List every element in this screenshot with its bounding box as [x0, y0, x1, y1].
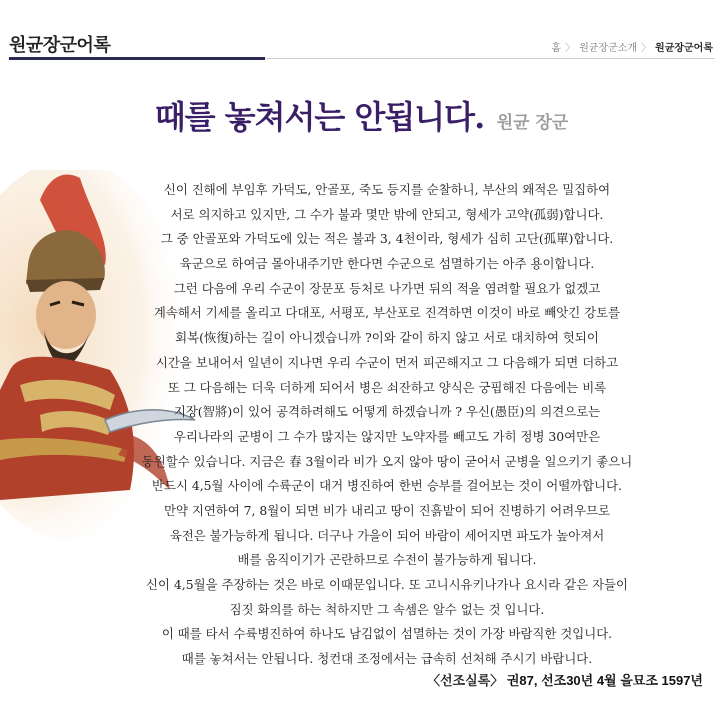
- headline-title: 때를 놓쳐서는 안됩니다.: [154, 98, 485, 136]
- quote-line: 그런 다음에 우리 수군이 장문포 등처로 나가면 뒤의 적을 염려할 필요가 없겠고: [173, 280, 601, 296]
- citation-book: 〈선조실록〉: [426, 673, 504, 688]
- quote-line: 시간을 보내어서 일년이 지나면 우리 수군이 먼저 피곤해지고 그 다음해가 되면 더하고: [155, 354, 619, 370]
- quote-line: 육전은 불가능하게 됩니다. 더구나 가을이 되어 바람이 세어지면 파도가 높아져서: [169, 527, 605, 543]
- chevron-right-icon: 〉: [641, 43, 652, 54]
- quote-line: 그 중 안골포와 가덕도에 있는 적은 불과 3, 4천이라, 형세가 심히 고단(孤單)합니다.: [160, 231, 614, 247]
- quote-line: 이 때를 타서 수륙병진하여 하나도 남김없이 섬멸하는 것이 가장 바람직한 것입니다.: [161, 626, 613, 642]
- quote-line: 서로 의지하고 있지만, 그 수가 불과 몇만 밖에 안되고, 형세가 고약(孤弱)합니다.: [170, 206, 604, 222]
- quote-line: 짐짓 화의를 하는 척하지만 그 속셈은 알수 없는 것 입니다.: [229, 601, 545, 617]
- quote-line: 또 그 다음해는 더욱 더하게 되어서 병은 쇠잔하고 양식은 궁핍해진 다음에는 비록: [167, 379, 607, 395]
- quote-line: 우리나라의 군병이 그 수가 많지는 않지만 노약자를 빼고도 가히 정병 30여만은: [173, 428, 601, 444]
- quote-line: 배를 움직이기가 곤란하므로 수전이 불가능하게 됩니다.: [237, 552, 537, 568]
- quote-line: 동원할수 있습니다. 지금은 春 3월이라 비가 오지 않아 땅이 굳어서 군병을 일으키기 좋으니: [141, 453, 633, 469]
- chevron-right-icon: 〉: [565, 43, 576, 54]
- quote-line: 육군으로 하여금 몰아내주기만 한다면 수군으로 섬멸하기는 아주 용이합니다.: [179, 256, 595, 272]
- headline-speaker: 원균 장군: [496, 113, 569, 133]
- citation-detail: 권87, 선조30년 4월 을묘조 1597년: [506, 673, 703, 688]
- quote-line: 반드시 4,5월 사이에 수륙군이 대거 병진하여 한번 승부를 걸어보는 것이 어떨까합니다.: [152, 478, 622, 494]
- page-header: [0, 0, 723, 64]
- breadcrumb-home-link[interactable]: 홈: [551, 43, 562, 54]
- quote-line: 계속해서 기세를 올리고 다대포, 서평포, 부산포로 진격하면 이것이 바로 빼앗긴 강토를: [153, 305, 621, 321]
- quote-line: 회복(恢復)하는 길이 아니겠습니까 ?이와 같이 하지 않고 서로 대치하여 헛되이: [175, 330, 599, 346]
- header-divider: [265, 58, 715, 59]
- breadcrumb-current: 원균장군어록: [655, 43, 713, 54]
- quote-line: 신이 진해에 부임후 가덕도, 안골포, 죽도 등지를 순찰하니, 부산의 왜적은 밀집하여: [163, 182, 611, 197]
- quote-line: 만약 지연하여 7, 8월이 되면 비가 내리고 땅이 진흙밭이 되어 진병하기 어려우므로: [163, 502, 611, 518]
- breadcrumb-section-link[interactable]: 원균장군소개: [579, 43, 638, 54]
- title-underline: [9, 57, 265, 60]
- quote-body: [92, 178, 682, 672]
- site-title: 원균장군어록: [9, 35, 111, 55]
- quote-line: 지장(智將)이 있어 공격하려해도 어떻게 하겠습니까 ? 우신(愚臣)의 의견으로는: [173, 404, 601, 420]
- quote-line: 때를 놓쳐서는 안됩니다. 청컨대 조정에서는 급속히 선처해 주시기 바랍니다.: [181, 651, 593, 667]
- source-citation: [427, 670, 703, 689]
- quote-headline: [0, 92, 723, 138]
- quote-line: 신이 4,5월을 주장하는 것은 바로 이때문입니다. 또 고니시유키나가나 요시라 같은 자들이: [146, 577, 628, 592]
- breadcrumb: [551, 39, 713, 54]
